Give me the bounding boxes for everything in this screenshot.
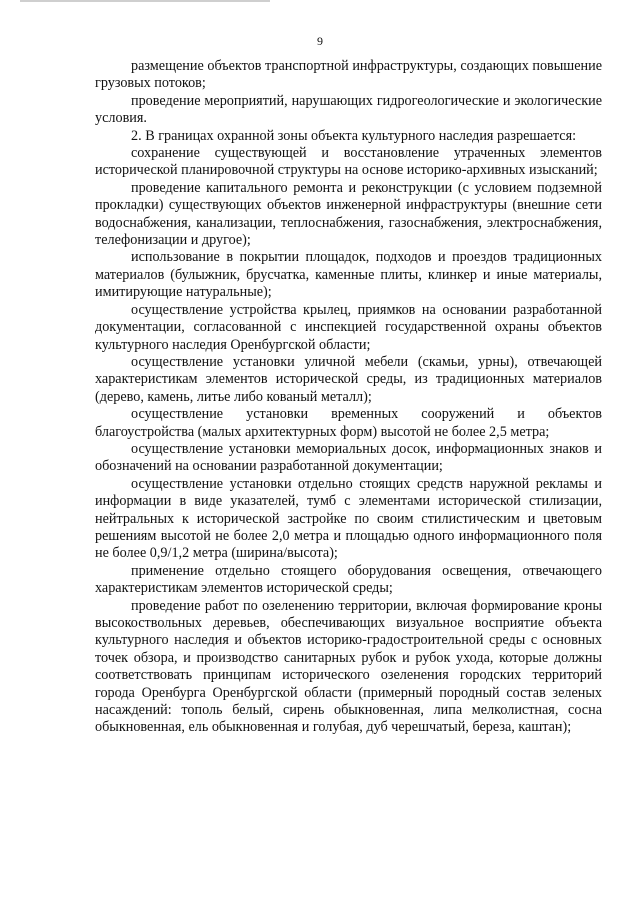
paragraph: проведение работ по озеленению территории, включая формирование кроны высокоствольных деревьев, обеспечивающих визуальное восприятие объекта культурного наследия и объектов историко-градостроительной среды с основных точек обзора, и производство санитарных рубок и рубок ухода, которые должны соответствовать принципам исторического озеленения городских территорий города Оренбурга Оренбургской области (примерный породный состав зеленых насаждений: тополь белый, сирень обыкновенная, липа мелколистная, сосна обыкновенная, ель обыкновенная и голубая, дуб черешчатый, береза, каштан); xyxy=(95,597,602,736)
paragraph: применение отдельно стоящего оборудования освещения, отвечающего характеристикам элементов исторической среды; xyxy=(95,562,602,597)
paragraph: сохранение существующей и восстановление утраченных элементов исторической планировочной структуры на основе историко-архивных изысканий; xyxy=(95,145,602,179)
paragraph: проведение капитального ремонта и реконструкции (с условием подземной прокладки) существующих объектов инженерной инфраструктуры (внешние сети водоснабжения, канализации, теплоснабжения, газоснабжения, электроснабжения, телефонизации и другое); xyxy=(95,179,602,249)
top-scan-line xyxy=(20,0,270,2)
page-number: 9 xyxy=(317,34,323,48)
paragraph: осуществление установки мемориальных досок, информационных знаков и обозначений на основании разработанной документации; xyxy=(95,440,602,475)
paragraph: осуществление установки временных сооружений и объектов благоустройства (малых архитектурных форм) высотой не более 2,5 метра; xyxy=(95,406,602,440)
document-body xyxy=(95,58,602,737)
paragraph: осуществление устройства крылец, приямков на основании разработанной документации, согласованной с инспекцией государственной охраны объектов культурного наследия Оренбургской области; xyxy=(95,301,602,353)
paragraph: 2. В границах охранной зоны объекта культурного наследия разрешается: xyxy=(131,127,577,144)
paragraph: проведение мероприятий, нарушающих гидрогеологические и экологические условия. xyxy=(95,92,602,127)
paragraph: размещение объектов транспортной инфраструктуры, создающих повышение грузовых потоков; xyxy=(95,58,602,92)
paragraph: осуществление установки уличной мебели (скамьи, урны), отвечающей характеристикам элементов исторической среды, из традиционных материалов (дерево, камень, литье либо кованый металл); xyxy=(95,353,602,405)
paragraph: осуществление установки отдельно стоящих средств наружной рекламы и информации в виде указателей, тумб с элементами исторической стилизации, нейтральных к исторической застройке по своим стилистическим и цветовым решениям высотой не более 2,0 метра и площадью одного информационного поля не более 0,9/1,2 метра (ширина/высота); xyxy=(95,475,602,562)
paragraph: использование в покрытии площадок, подходов и проездов традиционных материалов (булыжник, брусчатка, каменные плиты, клинкер и иные материалы, имитирующие натуральные); xyxy=(95,249,602,301)
